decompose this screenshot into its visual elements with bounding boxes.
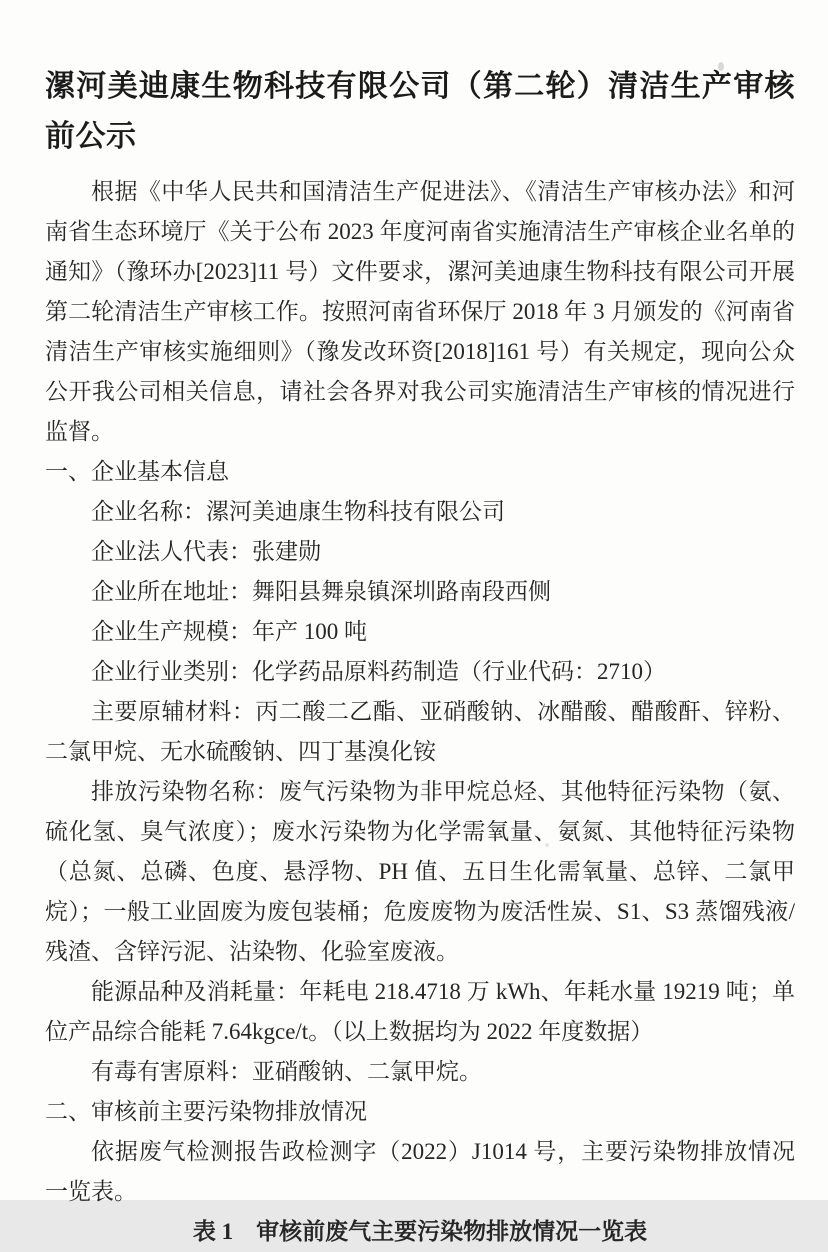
info-item-address: 企业所在地址：舞阳县舞泉镇深圳路南段西侧 bbox=[91, 579, 551, 604]
table-1-caption: 表 1 审核前废气主要污染物排放情况一览表 bbox=[192, 1219, 648, 1244]
info-item-toxic-materials: 有毒有害原料：亚硝酸钠、二氯甲烷。 bbox=[91, 1059, 482, 1084]
info-item-legal-representative: 企业法人代表：张建勋 bbox=[91, 539, 321, 564]
info-item-energy-consumption: 能源品种及消耗量：年耗电 218.4718 万 kWh、年耗水量 19219 吨；单位产品综合能耗 7.64kgce/t。（以上数据均为 2022 年度数据） bbox=[45, 979, 795, 1044]
info-item-production-scale: 企业生产规模：年产 100 吨 bbox=[91, 619, 367, 644]
section-2-heading: 二、审核前主要污染物排放情况 bbox=[45, 1099, 367, 1124]
info-item-industry-category: 企业行业类别：化学药品原料药制造（行业代码：2710） bbox=[91, 659, 666, 684]
document-content bbox=[45, 62, 795, 1252]
info-item-pollutants: 排放污染物名称：废气污染物为非甲烷总烃、其他特征污染物（氨、硫化氢、臭气浓度）；废水污染物为化学需氧量、氨氮、其他特征污染物（总氮、总磷、色度、悬浮物、PH 值、五日生化需氧量、总锌、二氯甲烷）；一般工业固废为废包装桶；危废废物为废活性炭、S1、S3 蒸馏残液/残渣、含锌污泥、沾染物、化验室废液。 bbox=[45, 779, 795, 964]
intro-paragraph: 根据《中华人民共和国清洁生产促进法》、《清洁生产审核办法》和河南省生态环境厅《关于公布 2023 年度河南省实施清洁生产审核企业名单的通知》（豫环办[2023]11 号）文件要求，漯河美迪康生物科技有限公司开展第二轮清洁生产审核工作。按照河南省环保厅 2018 年 3 月颁发的《河南省清洁生产审核实施细则》（豫发改环资[2018]161 号）有关规定，现向公众公开我公司相关信息，请社会各界对我公司实施清洁生产审核的情况进行监督。 bbox=[45, 179, 795, 444]
section-1-heading: 一、企业基本信息 bbox=[45, 459, 229, 484]
info-item-company-name: 企业名称：漯河美迪康生物科技有限公司 bbox=[91, 499, 505, 524]
section-2-body: 依据废气检测报告政检测字（2022）J1014 号，主要污染物排放情况一览表。 bbox=[45, 1139, 795, 1204]
document-title: 漯河美迪康生物科技有限公司（第二轮）清洁生产审核前公示 bbox=[45, 70, 795, 153]
info-item-raw-materials: 主要原辅材料：丙二酸二乙酯、亚硝酸钠、冰醋酸、醋酸酐、锌粉、二氯甲烷、无水硫酸钠、四丁基溴化铵 bbox=[45, 699, 795, 764]
